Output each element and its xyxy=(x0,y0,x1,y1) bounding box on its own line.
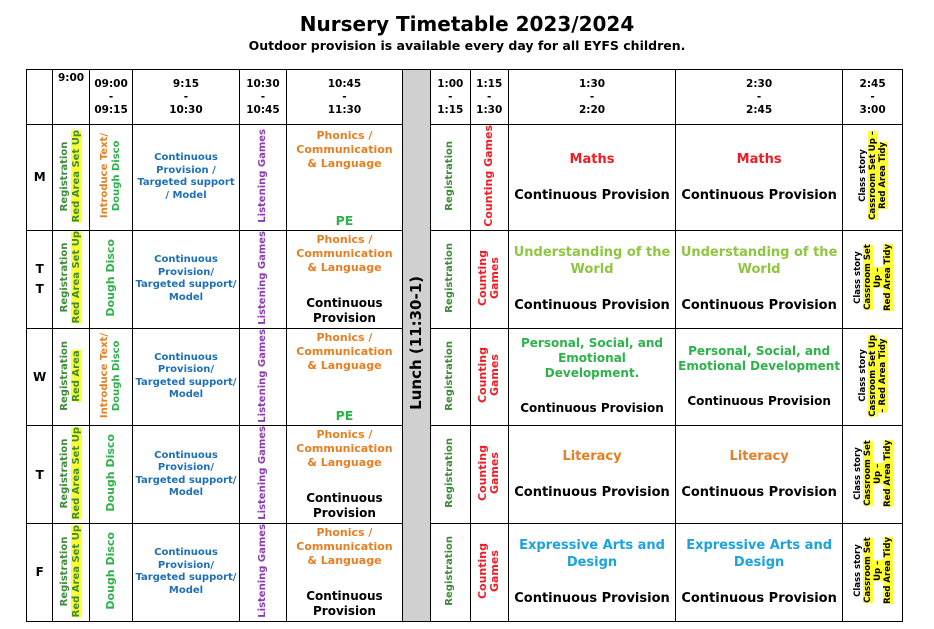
phonics-cell: Phonics / Communication & Language Continuous Provision xyxy=(287,426,402,524)
phonics-cell: Phonics / Communication & Language PE xyxy=(287,125,402,231)
subject-cell-1: Understanding of the World Continuous Provision xyxy=(508,230,675,328)
header-row xyxy=(27,70,903,125)
header-time-230: 2:30 - 2:45 xyxy=(676,70,843,125)
counting-games-cell: Counting Games xyxy=(470,125,508,231)
registration-pm-cell: Registration xyxy=(431,426,470,524)
subject-cell-2: Maths Continuous Provision xyxy=(676,125,843,231)
early-activity-cell: Dough Disco xyxy=(89,426,133,524)
header-time-100: 1:00 - 1:15 xyxy=(431,70,470,125)
class-story-cell: Class story Cassroom Set Up – Red Area Tidy xyxy=(843,230,903,328)
registration-cell: Registration Red Area Set Up xyxy=(53,230,89,328)
day-label: F xyxy=(27,523,53,621)
subject-cell-1: Maths Continuous Provision xyxy=(508,125,675,231)
class-story-cell: Class story Cassroom Set Up – Red Area Tidy xyxy=(843,328,903,426)
continuous-provision-cell: Continuous Provision/ Targeted support/ Model xyxy=(133,328,239,426)
header-blank xyxy=(27,70,53,125)
continuous-provision-cell: Continuous Provision/ Targeted support/ Model xyxy=(133,523,239,621)
header-time-915: 9:15 - 10:30 xyxy=(133,70,239,125)
subject-cell-1: Personal, Social, and Emotional Development. Continuous Provision xyxy=(508,328,675,426)
day-label: T xyxy=(27,426,53,524)
subject-cell-2: Personal, Social, and Emotional Development Continuous Provision xyxy=(676,328,843,426)
listening-games-cell: Listening Games xyxy=(239,125,287,231)
subject-cell-1: Expressive Arts and Design Continuous Provision xyxy=(508,523,675,621)
counting-games-cell: Counting Games xyxy=(470,426,508,524)
class-story-cell: Class story Cassroom Set Up – Red Area Tidy xyxy=(843,523,903,621)
timetable xyxy=(26,69,903,622)
listening-games-cell: Listening Games xyxy=(239,328,287,426)
continuous-provision-cell: Continuous Provision / Targeted support / Model xyxy=(133,125,239,231)
early-activity-cell: Dough Disco xyxy=(89,523,133,621)
counting-games-cell: Counting Games xyxy=(470,230,508,328)
registration-cell: Registration Red Area Set Up xyxy=(53,125,89,231)
header-time-900: 9:00 xyxy=(53,70,89,125)
early-activity-cell: Introduce Text/ Dough Disco xyxy=(89,328,133,426)
class-story-cell: Class story Cassroom Set Up – Red Area Tidy xyxy=(843,125,903,231)
counting-games-cell: Counting Games xyxy=(470,523,508,621)
day-row-monday xyxy=(27,125,903,231)
listening-games-cell: Listening Games xyxy=(239,426,287,524)
page-subtitle: Outdoor provision is available every day for all EYFS children. xyxy=(248,38,686,53)
subject-cell-2: Literacy Continuous Provision xyxy=(676,426,843,524)
lunch-column xyxy=(402,70,430,622)
day-label: T T xyxy=(27,230,53,328)
day-row-thursday xyxy=(27,426,903,524)
day-label: W xyxy=(27,328,53,426)
phonics-cell: Phonics / Communication & Language Continuous Provision xyxy=(287,523,402,621)
registration-pm-cell: Registration xyxy=(431,523,470,621)
phonics-cell: Phonics / Communication & Language Continuous Provision xyxy=(287,230,402,328)
day-row-friday xyxy=(27,523,903,621)
registration-cell: Registration Red Area xyxy=(53,328,89,426)
listening-games-cell: Listening Games xyxy=(239,523,287,621)
day-row-tuesday xyxy=(27,230,903,328)
listening-games-cell: Listening Games xyxy=(239,230,287,328)
day-row-wednesday xyxy=(27,328,903,426)
registration-cell: Registration Red Area Set Up xyxy=(53,426,89,524)
registration-pm-cell: Registration xyxy=(431,328,470,426)
continuous-provision-cell: Continuous Provision/ Targeted support/ Model xyxy=(133,230,239,328)
subject-cell-2: Expressive Arts and Design Continuous Provision xyxy=(676,523,843,621)
header-time-1045: 10:45 - 11:30 xyxy=(287,70,402,125)
subject-cell-2: Understanding of the World Continuous Provision xyxy=(676,230,843,328)
counting-games-cell: Counting Games xyxy=(470,328,508,426)
header-time-115: 1:15 - 1:30 xyxy=(470,70,508,125)
header-time-1030: 10:30 - 10:45 xyxy=(239,70,287,125)
registration-pm-cell: Registration xyxy=(431,125,470,231)
registration-pm-cell: Registration xyxy=(431,230,470,328)
subject-cell-1: Literacy Continuous Provision xyxy=(508,426,675,524)
phonics-cell: Phonics / Communication & Language PE xyxy=(287,328,402,426)
page-title: Nursery Timetable 2023/2024 xyxy=(299,12,635,36)
registration-cell: Registration Red Area Set Up xyxy=(53,523,89,621)
header-time-130: 1:30 - 2:20 xyxy=(508,70,675,125)
header-time-0900: 09:00 - 09:15 xyxy=(89,70,133,125)
early-activity-cell: Dough Disco xyxy=(89,230,133,328)
class-story-cell: Class story Cassroom Set Up – Red Area Tidy xyxy=(843,426,903,524)
header-time-245: 2:45 - 3:00 xyxy=(843,70,903,125)
continuous-provision-cell: Continuous Provision/ Targeted support/ Model xyxy=(133,426,239,524)
day-label: M xyxy=(27,125,53,231)
lunch-label: Lunch (11:30-1) xyxy=(407,276,426,411)
early-activity-cell: Introduce Text/ Dough Disco xyxy=(89,125,133,231)
